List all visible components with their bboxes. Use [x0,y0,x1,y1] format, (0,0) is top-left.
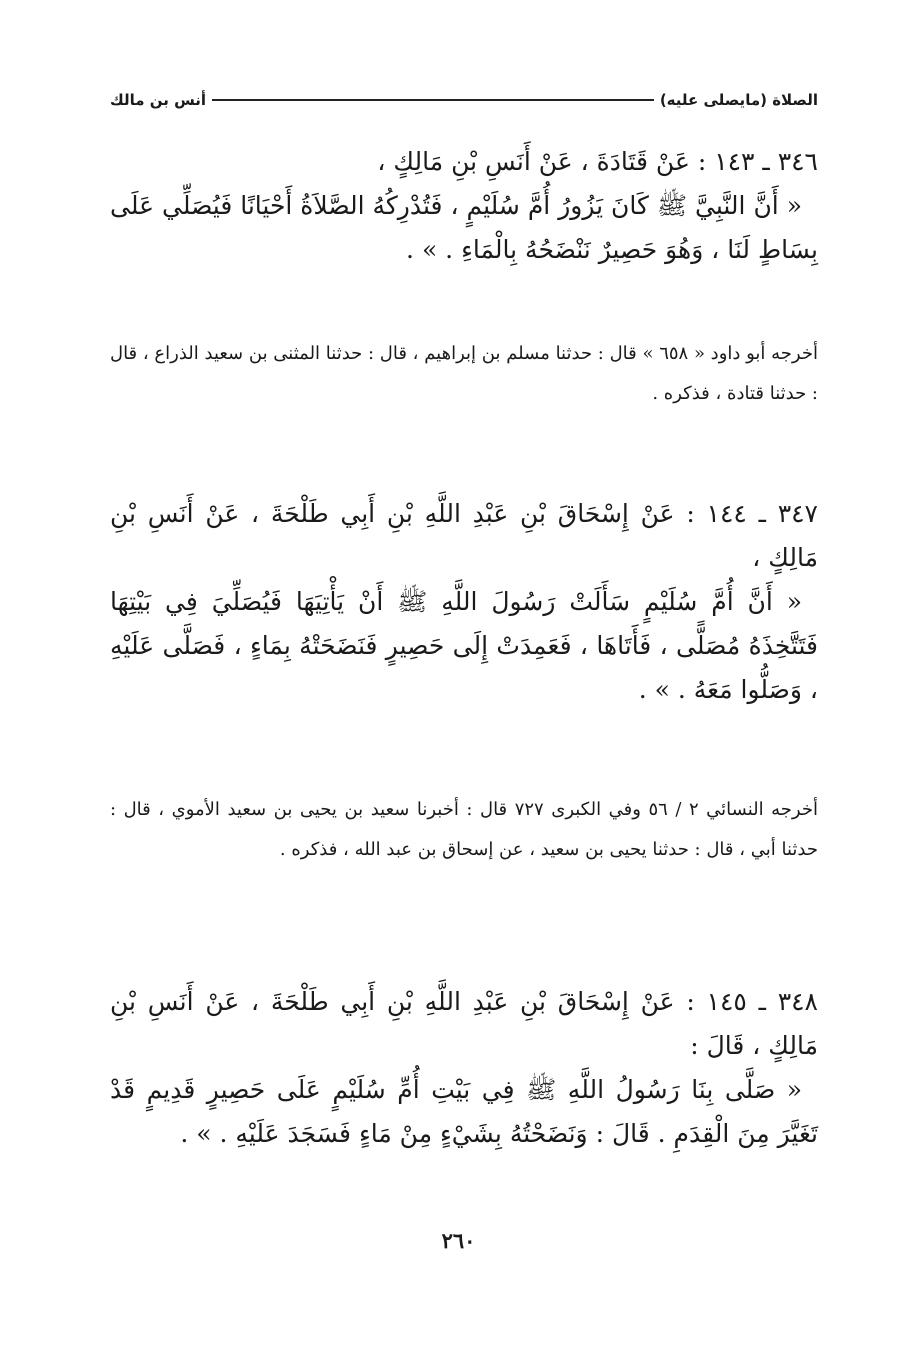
takhrij-346 [110,334,818,414]
hadith-isnad: ٣٤٧ ـ ١٤٤ : عَنْ إِسْحَاقَ بْنِ عَبْدِ اللَّهِ بْنِ أَبِي طَلْحَةَ ، عَنْ أَنَسِ بْنِ مَالِكٍ ، [110,499,818,572]
header-rule [212,99,654,101]
running-header [110,88,818,112]
hadith-matn: « صَلَّى بِنَا رَسُولُ اللَّهِ ﷺ فِي بَيْتِ أُمِّ سُلَيْمٍ عَلَى حَصِيرٍ قَدِيمٍ قَدْ تَغَيَّرَ مِنَ الْقِدَمِ . قَالَ : وَنَضَحْتُهُ بِشَيْءٍ مِنْ مَاءٍ فَسَجَدَ عَلَيْهِ . » . [110,1075,818,1148]
header-narrator: أنس بن مالك [110,91,207,109]
hadith-isnad: ٣٤٨ ـ ١٤٥ : عَنْ إِسْحَاقَ بْنِ عَبْدِ اللَّهِ بْنِ أَبِي طَلْحَةَ ، عَنْ أَنَسِ بْنِ مَالِكٍ ، قَالَ : [110,987,818,1060]
hadith-347 [110,492,818,712]
takhrij-347 [110,790,818,870]
hadith-matn: « أَنَّ النَّبِيَّ ﷺ كَانَ يَزُورُ أُمَّ سُلَيْمٍ ، فَتُدْرِكُهُ الصَّلاَةُ أَحْيَانًا فَيُصَلِّي عَلَى بِسَاطٍ لَنَا ، وَهُوَ حَصِيرٌ نَنْضَحُهُ بِالْمَاءِ . » . [110,191,818,264]
hadith-346 [110,140,818,272]
hadith-348 [110,980,818,1156]
page-number: ٢٦٠ [441,1228,476,1253]
hadith-matn: « أَنَّ أُمَّ سُلَيْمٍ سَأَلَتْ رَسُولَ اللَّهِ ﷺ أَنْ يَأْتِيَهَا فَيُصَلِّيَ فِي بَيْتِهَا فَتَتَّخِذَهُ مُصَلًّى ، فَأَتَاهَا ، فَعَمِدَتْ إِلَى حَصِيرٍ فَنَضَحَتْهُ بِمَاءٍ ، فَصَلَّى عَلَيْهِ ، وَصَلُّوا مَعَهُ . » . [110,587,818,704]
hadith-isnad: ٣٤٦ ـ ١٤٣ : عَنْ قَتَادَةَ ، عَنْ أَنَسِ بْنِ مَالِكٍ ، [377,147,818,176]
takhrij-text: أخرجه النسائي ٢ / ٥٦ وفي الكبرى ٧٢٧ قال : أخبرنا سعيد بن يحيى بن سعيد الأموي ، قال : حدثنا أبي ، قال : حدثنا يحيى بن سعيد ، عن إسحاق بن عبد الله ، فذكره . [110,799,818,860]
header-chapter: الصلاة (مايصلى عليه) [659,91,818,109]
takhrij-text: أخرجه أبو داود « ٦٥٨ » قال : حدثنا مسلم بن إبراهيم ، قال : حدثنا المثنى بن سعيد الذراع ، قال : حدثنا قتادة ، فذكره . [109,343,818,404]
